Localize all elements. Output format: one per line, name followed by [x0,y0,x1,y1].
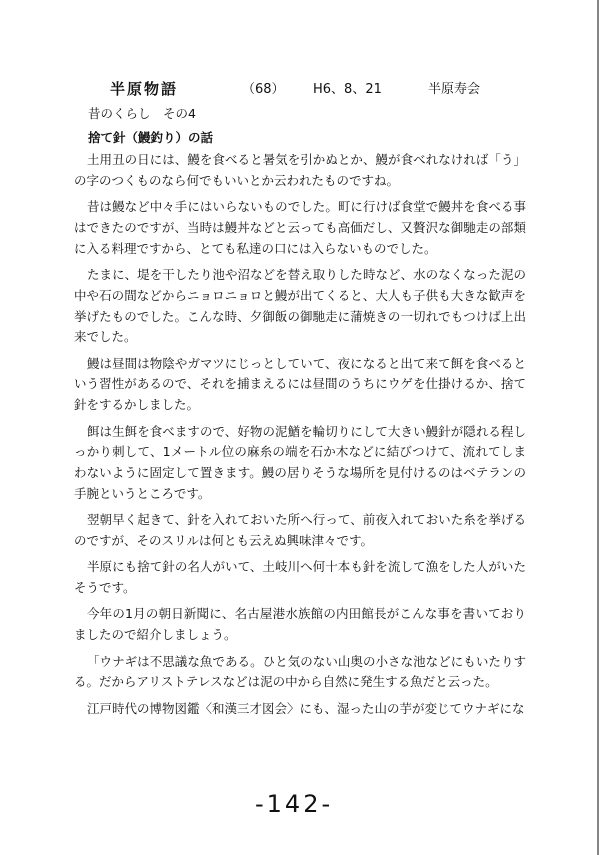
issue-number: （68） [242,82,285,97]
issue-date: H6、8、21 [313,82,382,97]
topic-title: 捨て針（鰻釣り）の話 [88,130,214,145]
organization-name: 半原寿会 [428,82,481,97]
page-edge-line [597,0,599,855]
paragraph: 餌は生餌を食べますので、好物の泥鰌を輪切りにして大きい鰻針が隠れる程しっかり刺して、1メートル位の麻糸の端を石か木などに結びつけて、流れてしまわないように固定して置きます。鰻の居りそうな場所を見付けるのはベテランの手腕というところです。 [74,423,526,501]
paragraph: 今年の1月の朝日新聞に、名古屋港水族館の内田館長がこんな事を書いておりましたので紹介しましょう。 [74,606,526,643]
page-number: -142- [255,790,334,818]
section-title: 昔のくらし その4 [88,106,196,121]
document-header [110,78,570,100]
paragraph: 土用丑の日には、鰻を食べると暑気を引かぬとか、鰻が食べれなければ「う」の字のつくものなら何でもいいとか云われたものですね。 [74,152,526,188]
paragraph: 翌朝早く起きて、針を入れておいた所へ行って、前夜入れておいた糸を挙げるのですが、そのスリルは何とも云えぬ興味津々です。 [74,512,526,549]
article-body [74,150,526,725]
series-title: 半原物語 [110,80,179,98]
paragraph: 半原にも捨て針の名人がいて、土岐川へ何十本も針を流して漁をした人がいたそうです。 [74,559,526,596]
paragraph: 「ウナギは不思議な魚である。ひと気のない山奥の小さな池などにもいたりする。だからアリストテレスなどは泥の中から自然に発生する魚だと云った。 [74,653,526,690]
paragraph: 江戸時代の博物図鑑〈和漢三才図会〉にも、湿った山の芋が変じてウナギにな [87,700,525,716]
paragraph: たまに、堤を干したり池や沼などを替え取りした時など、水のなくなった泥の中や石の間などからニョロニョロと鰻が出てくると、大人も子供も大きな歓声を挙げたものでした。こんな時、夕御飯の御馳走に蒲焼きの一切れでもつけば上出来でした。 [74,266,526,345]
paragraph: 鰻は昼間は物陰やガマツにじっとしていて、夜になると出て来て餌を食べるという習性があるので、それを捕まえるには昼間のうちにウゲを仕掛けるか、捨て針をするかしました。 [74,355,526,413]
paragraph: 昔は鰻など中々手にはいらないものでした。町に行けば食堂で鰻丼を食べる事はできたのですが、当時は鰻丼などと云っても高価だし、又贅沢な御馳走の部類に入る料理ですから、とても私達の口には入らないものでした。 [74,199,526,256]
